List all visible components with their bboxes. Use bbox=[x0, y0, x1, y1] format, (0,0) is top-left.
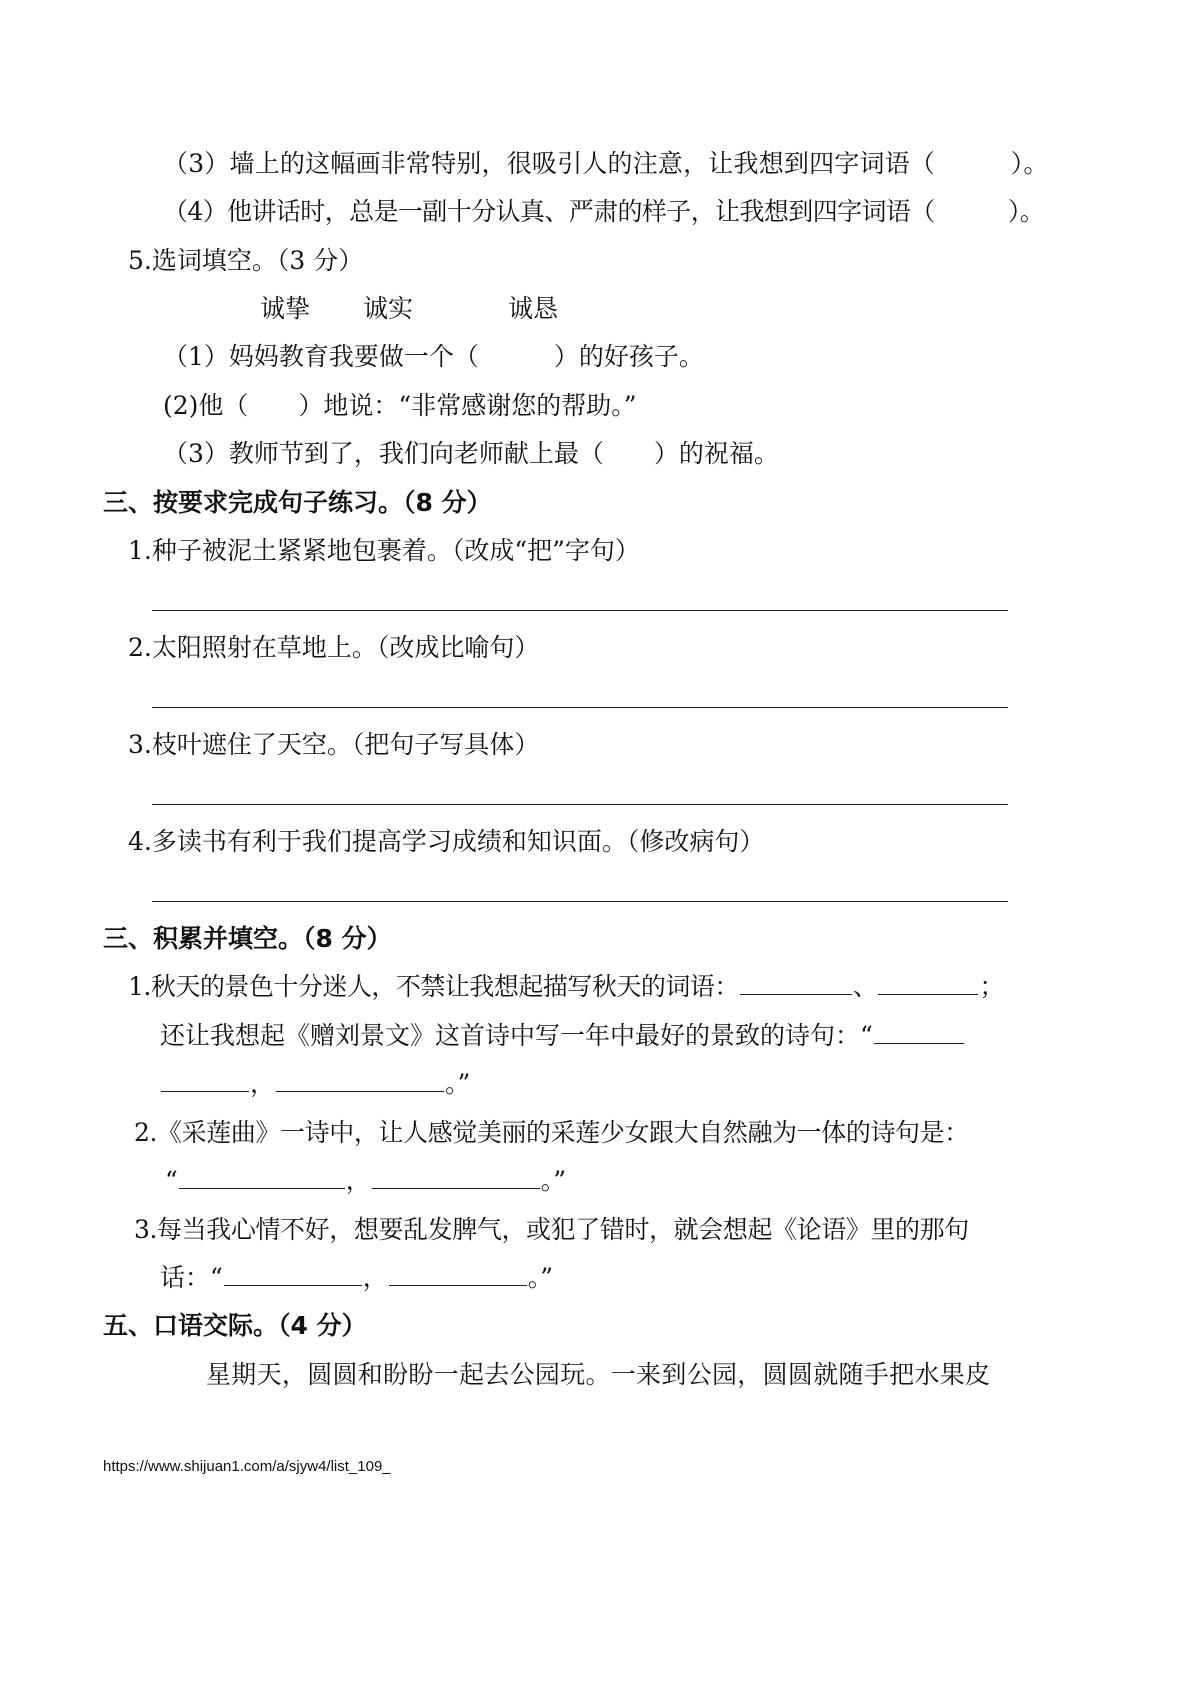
q5-item-2: (2)他（ ）地说：“非常感谢您的帮助。” bbox=[163, 391, 637, 420]
blank-analects-2[interactable] bbox=[389, 1263, 527, 1286]
s3b-q2-sep: ， bbox=[345, 1166, 371, 1195]
s3b-q2-line2 bbox=[165, 1165, 566, 1197]
blank-poem-1a[interactable] bbox=[874, 1021, 964, 1044]
s3b-q1-sep: 、 bbox=[852, 972, 878, 1001]
s3b-q3-open: 话：“ bbox=[160, 1263, 223, 1292]
s3b-q2-line1: 2.《采莲曲》一诗中，让人感觉美丽的采莲少女跟大自然融为一体的诗句是： bbox=[134, 1118, 969, 1147]
section-5-paragraph: 星期天，圆圆和盼盼一起去公园玩。一来到公园，圆圆就随手把水果皮 bbox=[206, 1360, 991, 1389]
s3b-q3-line2 bbox=[160, 1262, 553, 1294]
s3b-q1-text: 1.秋天的景色十分迷人，不禁让我想起描写秋天的词语： bbox=[128, 972, 739, 1001]
q5-item-1: （1）妈妈教育我要做一个（ ）的好孩子。 bbox=[163, 342, 704, 371]
s3a-item-3: 3.枝叶遮住了天空。（把句子写具体） bbox=[128, 730, 540, 759]
q5-choice-1: 诚挚 bbox=[260, 294, 311, 323]
s3a-item-1: 1.种子被泥土紧紧地包裹着。（改成“把”字句） bbox=[128, 536, 640, 565]
section-5-title: 五、口语交际。（4 分） bbox=[103, 1311, 367, 1340]
section-3a-title: 三、按要求完成句子练习。（8 分） bbox=[103, 488, 492, 517]
q5-title: 5.选词填空。（3 分） bbox=[128, 246, 364, 275]
s3b-q1-line3 bbox=[160, 1068, 470, 1100]
q5-choice-3: 诚恳 bbox=[508, 294, 559, 323]
s3b-q2-open: “ bbox=[165, 1166, 178, 1195]
s3b-q1-line3-sep: ， bbox=[250, 1069, 276, 1098]
blank-lotus-1[interactable] bbox=[179, 1166, 345, 1189]
q5-choice-2: 诚实 bbox=[363, 294, 414, 323]
s3b-q1-end: ； bbox=[979, 972, 1004, 1001]
blank-lotus-2[interactable] bbox=[372, 1166, 540, 1189]
s3b-q1-line2-text: 还让我想起《赠刘景文》这首诗中写一年中最好的景致的诗句：“ bbox=[160, 1021, 873, 1050]
blank-autumn-word-1[interactable] bbox=[740, 972, 852, 995]
answer-line-1[interactable] bbox=[152, 610, 1008, 611]
s3b-q3-line1: 3.每当我心情不好，想要乱发脾气，或犯了错时，就会想起《论语》里的那句 bbox=[134, 1215, 969, 1244]
answer-line-4[interactable] bbox=[152, 901, 1008, 902]
q4-item-4: （4）他讲话时，总是一副十分认真、严肃的样子，让我想到四字词语（ ）。 bbox=[163, 197, 1045, 226]
s3a-item-4: 4.多读书有利于我们提高学习成绩和知识面。（修改病句） bbox=[128, 827, 765, 856]
s3b-q2-end: 。” bbox=[540, 1166, 567, 1195]
q4-item-3: （3）墙上的这幅画非常特别，很吸引人的注意，让我想到四字词语（ ）。 bbox=[163, 149, 1049, 178]
s3a-item-2: 2.太阳照射在草地上。（改成比喻句） bbox=[128, 633, 540, 662]
s3b-q3-sep: ， bbox=[362, 1263, 388, 1292]
section-3b-title: 三、积累并填空。（8 分） bbox=[103, 924, 392, 953]
footer-url[interactable]: https://www.shijuan1.com/a/sjyw4/list_109_ bbox=[103, 1458, 391, 1475]
q5-item-3: （3）教师节到了，我们向老师献上最（ ）的祝福。 bbox=[163, 439, 779, 468]
answer-line-2[interactable] bbox=[152, 707, 1008, 708]
blank-analects-1[interactable] bbox=[224, 1263, 362, 1286]
blank-autumn-word-2[interactable] bbox=[878, 972, 978, 995]
s3b-q3-end: 。” bbox=[527, 1263, 554, 1292]
s3b-q1-line1 bbox=[128, 971, 1004, 1003]
answer-line-3[interactable] bbox=[152, 804, 1008, 805]
blank-poem-2[interactable] bbox=[276, 1069, 444, 1092]
s3b-q1-line3-end: 。” bbox=[445, 1069, 471, 1098]
s3b-q1-line2 bbox=[160, 1020, 965, 1052]
blank-poem-1b[interactable] bbox=[161, 1069, 249, 1092]
